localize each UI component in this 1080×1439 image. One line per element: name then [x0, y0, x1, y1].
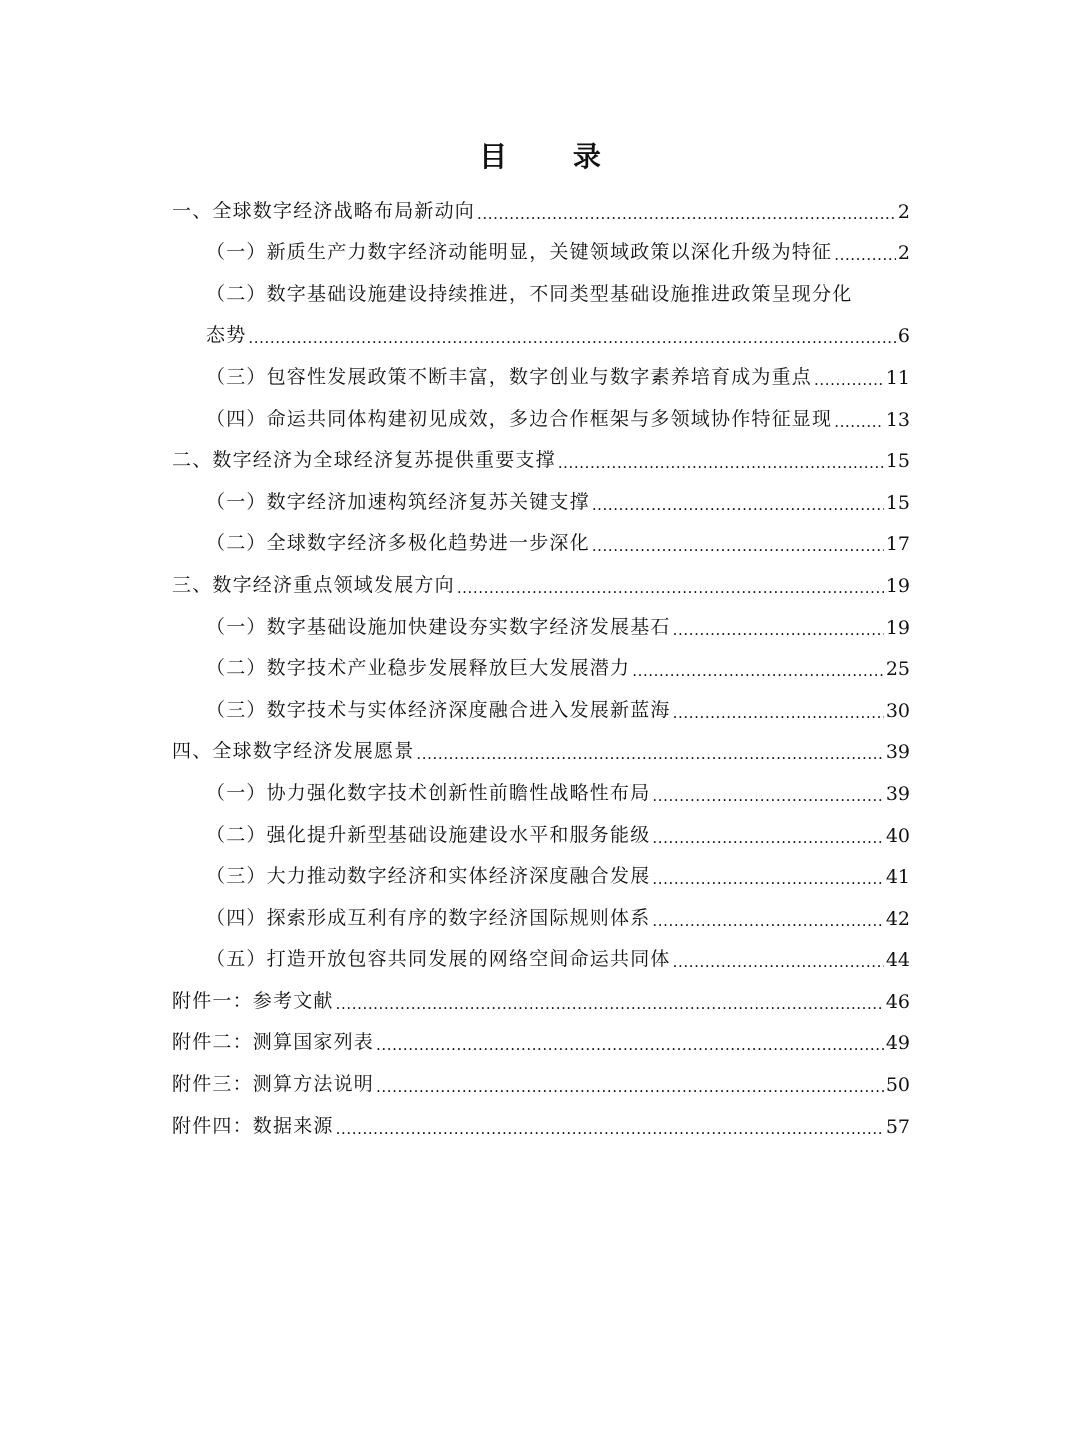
dot-leader — [457, 579, 884, 603]
toc-entry-3-1[interactable] — [172, 603, 910, 645]
dot-leader — [652, 912, 883, 936]
dot-leader — [592, 496, 884, 520]
toc-page-number: 42 — [885, 907, 910, 930]
toc-entry-text: 附件一：参考文献 — [172, 989, 334, 1012]
toc-entry-text: （一）数字基础设施加快建设夯实数字经济发展基石 — [206, 615, 671, 638]
toc-entry-2-1[interactable] — [172, 478, 910, 520]
toc-page-number: 30 — [885, 699, 910, 722]
dot-leader — [336, 995, 884, 1019]
toc-page-number: 41 — [885, 866, 910, 889]
toc-page-number: 25 — [885, 658, 910, 681]
toc-entry-text: 附件三：测算方法说明 — [172, 1073, 375, 1096]
dot-leader — [336, 1120, 884, 1144]
toc-entry-text: （五）打造开放包容共同发展的网络空间命运共同体 — [206, 948, 671, 971]
dot-leader — [376, 1036, 884, 1060]
toc-entry-text: （二）数字技术产业稳步发展释放巨大发展潜力 — [206, 657, 631, 680]
toc-entry-1-1[interactable] — [172, 229, 910, 271]
dot-leader — [376, 1078, 884, 1102]
toc-entry-4-5[interactable] — [172, 936, 910, 978]
toc-entry-appendix-2[interactable] — [172, 1019, 910, 1061]
dot-leader — [814, 371, 884, 395]
toc-entry-text: （一）新质生产力数字经济动能明显，关键领域政策以深化升级为特征 — [206, 241, 833, 264]
toc-entry-text: （三）大力推动数字经济和实体经济深度融合发展 — [206, 865, 651, 888]
toc-entry-appendix-3[interactable] — [172, 1060, 910, 1102]
toc-entry-1-4[interactable] — [172, 395, 910, 437]
toc-entry-text: （四）命运共同体构建初见成效，多边合作框架与多领域协作特征显现 — [206, 407, 833, 430]
toc-page-number: 19 — [885, 574, 910, 597]
toc-page-number: 40 — [885, 824, 910, 847]
toc-entry-section-4[interactable] — [172, 728, 910, 770]
toc-page-number: 6 — [897, 325, 910, 348]
toc-entry-section-1[interactable] — [172, 187, 910, 229]
toc-entry-section-2[interactable] — [172, 437, 910, 479]
toc-page-number: 2 — [897, 200, 910, 223]
toc-page-number: 2 — [897, 242, 910, 265]
toc-entry-text: （二）全球数字经济多极化趋势进一步深化 — [206, 532, 590, 555]
toc-entry-text: 态势 — [206, 324, 247, 347]
toc-entry-3-3[interactable] — [172, 686, 910, 728]
toc-entry-text: 二、数字经济为全球经济复苏提供重要支撑 — [172, 449, 556, 472]
toc-entry-appendix-1[interactable] — [172, 977, 910, 1019]
toc-page-number: 49 — [885, 1032, 910, 1055]
toc-entry-text: 三、数字经济重点领域发展方向 — [172, 573, 455, 596]
toc-page-number: 46 — [885, 990, 910, 1013]
toc-page-number: 57 — [885, 1115, 910, 1138]
toc-entry-text: （二）数字基础设施建设持续推进，不同类型基础设施推进政策呈现分化 — [206, 282, 853, 305]
toc-page-number: 44 — [885, 949, 910, 972]
toc-page-number: 13 — [885, 408, 910, 431]
toc-page-number: 15 — [885, 450, 910, 473]
toc-entry-text: 四、全球数字经济发展愿景 — [172, 740, 415, 763]
toc-page-number: 15 — [885, 491, 910, 514]
dot-leader — [834, 246, 896, 270]
toc-entry-2-2[interactable] — [172, 520, 910, 562]
dot-leader — [632, 662, 884, 686]
dot-leader — [477, 205, 896, 229]
dot-leader — [673, 621, 884, 645]
table-of-contents — [172, 187, 910, 1144]
toc-entry-1-2-line1[interactable] — [172, 270, 910, 312]
toc-entry-4-3[interactable] — [172, 853, 910, 895]
toc-entry-3-2[interactable] — [172, 645, 910, 687]
page-title: 目 录 — [479, 140, 629, 173]
toc-page-number: 39 — [885, 741, 910, 764]
toc-entry-text: 一、全球数字经济战略布局新动向 — [172, 199, 476, 222]
toc-entry-text: （二）强化提升新型基础设施建设水平和服务能级 — [206, 823, 651, 846]
toc-entry-text: （四）探索形成互利有序的数字经济国际规则体系 — [206, 906, 651, 929]
toc-page-number: 19 — [885, 616, 910, 639]
dot-leader — [652, 870, 883, 894]
toc-entry-text: （三）包容性发展政策不断丰富，数字创业与数字素养培育成为重点 — [206, 365, 813, 388]
toc-page-number: 17 — [885, 533, 910, 556]
dot-leader — [248, 329, 896, 353]
toc-page-number: 50 — [885, 1074, 910, 1097]
dot-leader — [652, 829, 883, 853]
toc-entry-text: （三）数字技术与实体经济深度融合进入发展新蓝海 — [206, 698, 671, 721]
toc-page-number: 11 — [885, 366, 910, 389]
toc-entry-text: （一）协力强化数字技术创新性前瞻性战略性布局 — [206, 781, 651, 804]
toc-entry-appendix-4[interactable] — [172, 1102, 910, 1144]
dot-leader — [834, 413, 884, 437]
toc-entry-4-2[interactable] — [172, 811, 910, 853]
toc-page-number: 39 — [885, 782, 910, 805]
toc-entry-text: 附件四：数据来源 — [172, 1114, 334, 1137]
dot-leader — [416, 745, 883, 769]
dot-leader — [673, 953, 884, 977]
toc-entry-4-1[interactable] — [172, 769, 910, 811]
toc-entry-section-3[interactable] — [172, 561, 910, 603]
toc-entry-text: 附件二：测算国家列表 — [172, 1031, 375, 1054]
toc-entry-text: （一）数字经济加速构筑经济复苏关键支撑 — [206, 490, 590, 513]
toc-entry-1-3[interactable] — [172, 353, 910, 395]
dot-leader — [558, 454, 884, 478]
toc-entry-1-2-line2[interactable] — [172, 312, 910, 354]
dot-leader — [673, 704, 884, 728]
dot-leader — [592, 537, 884, 561]
dot-leader — [652, 787, 883, 811]
toc-entry-4-4[interactable] — [172, 894, 910, 936]
